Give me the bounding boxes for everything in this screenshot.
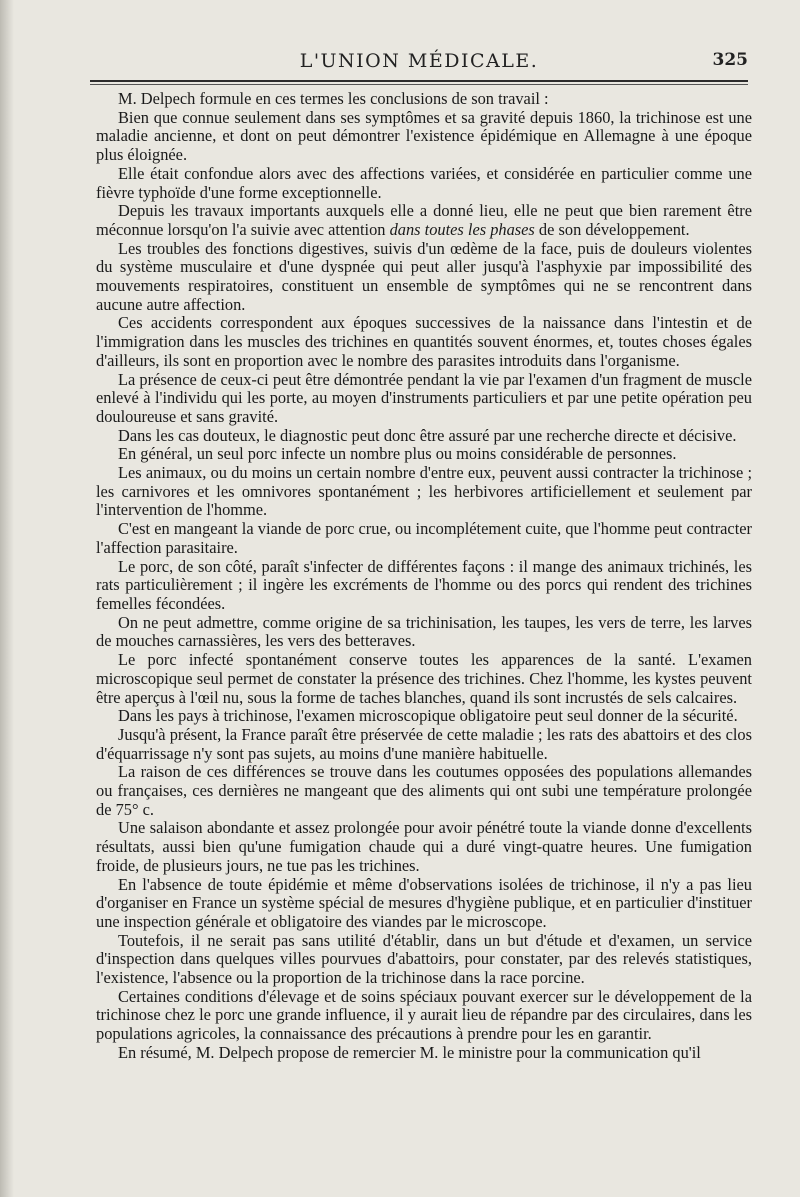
paragraph: M. Delpech formule en ces termes les conclusions de son travail : xyxy=(118,89,549,108)
paragraph: Dans les pays à trichinose, l'examen microscopique obligatoire peut seul donner de la sécurité. xyxy=(118,706,738,726)
paragraph: Les animaux, ou du moins un certain nombre d'entre eux, peuvent aussi contracter la trichinose ; les carnivores et les omnivores spontanément ; les herbivores artificiellement et seulement par l'intervention de l'homme. xyxy=(96,463,752,520)
paragraph: Le porc, de son côté, paraît s'infecter de différentes façons : il mange des animaux trichinés, les rats particulièrement ; il ingère les excréments de l'homme ou des porcs qui rendent des trichines femelles fécondées. xyxy=(96,556,752,613)
header-rule xyxy=(90,80,748,82)
paragraph: Les troubles des fonctions digestives, suivis d'un œdème de la face, puis de douleurs violentes du système musculaire et d'une dyspnée qui peut aller jusqu'à l'asphyxie par impossibilité des mouvements respiratoires, constituent un ensemble de symptômes qui ne se rencontrent dans aucune autre affection. xyxy=(96,238,752,314)
journal-title: L'UNION MÉDICALE. xyxy=(299,50,539,72)
paragraph: Ces accidents correspondent aux époques successives de la naissance dans l'intestin et de l'immigration dans les muscles des trichines en quantités souvent énormes, et, toutes choses égales d'ailleurs, ils sont en proportion avec le nombre des parasites introduits dans l'organisme. xyxy=(96,313,752,370)
running-head xyxy=(90,44,748,78)
paragraph: Bien que connue seulement dans ses symptômes et sa gravité depuis 1860, la trichinose est une maladie ancienne, et dont on peut démontrer l'existence épidémique en Allemagne à une époque plus éloignée. xyxy=(96,107,752,165)
paragraph-text: Depuis les travaux importants auxquels elle a donné lieu, elle ne peut que bien rarement être méconnue lorsqu'on l'a suivie avec attention xyxy=(96,201,752,239)
paragraph: La présence de ceux-ci peut être démontrée pendant la vie par l'examen d'un fragment de muscle enlevé à l'individu qui les porte, au moyen d'instruments particuliers et par une petite opération peu douloureuse et sans gravité. xyxy=(96,369,752,426)
paragraph: Le porc infecté spontanément conserve toutes les apparences de la santé. L'examen microscopique seul permet de constater la présence des trichines. Chez l'homme, les kystes peuvent être aperçus à l'œil nu, sous la forme de taches blanches, quand ils sont incrustés de sels calcaires. xyxy=(96,650,752,707)
paragraph: En résumé, M. Delpech propose de remercier M. le ministre pour la communication qu'il xyxy=(118,1042,701,1062)
paragraph: Une salaison abondante et assez prolongée pour avoir pénétré toute la viande donne d'excellents résultats, aussi bien qu'une fumigation chaude qui a duré vingt-quatre heures. Une fumigation froide, de plusieurs jours, ne tue pas les trichines. xyxy=(96,818,752,875)
paragraph-italic-text: dans toutes les phases xyxy=(389,219,535,239)
paragraph: Elle était confondue alors avec des affections variées, et considérée en particulier comme une fièvre typhoïde d'une forme exceptionnelle. xyxy=(96,163,752,202)
paragraph: En l'absence de toute épidémie et même d'observations isolées de trichinose, il n'y a pas lieu d'organiser en France un système spécial de mesures d'hygiène publique, et en particulier d'instituer une inspection générale et obligatoire des viandes par le microscope. xyxy=(96,874,752,931)
paragraph: Certaines conditions d'élevage et de soins spéciaux pouvant exercer sur le développement de la trichinose chez le porc une grande influence, il y aurait lieu de répandre par des circulaires, dans les populations agricoles, la connaissance des précautions à prendre pour les en garantir. xyxy=(96,986,752,1044)
paragraph: Jusqu'à présent, la France paraît être préservée de cette maladie ; les rats des abattoirs et des clos d'équarrissage n'y sont pas sujets, au moins d'une manière habituelle. xyxy=(96,724,752,763)
page-number: 325 xyxy=(712,50,748,70)
header-rule-thin xyxy=(90,84,748,85)
paragraph: Toutefois, il ne serait pas sans utilité d'établir, dans un but d'étude et d'examen, un service d'inspection dans quelques villes pourvues d'abattoirs, pour constater, par des relevés statistiques, l'existence, l'absence ou la proportion de la trichinose dans la race porcine. xyxy=(96,930,752,988)
paragraph: En général, un seul porc infecte un nombre plus ou moins considérable de personnes. xyxy=(118,444,677,464)
paragraph: On ne peut admettre, comme origine de sa trichinisation, les taupes, les vers de terre, les larves de mouches carnassières, les vers des betteraves. xyxy=(96,612,752,651)
paragraph-text: de son développement. xyxy=(534,219,690,239)
paragraph: C'est en mangeant la viande de porc crue, ou incomplétement cuite, que l'homme peut contracter l'affection parasitaire. xyxy=(96,519,752,557)
article-body xyxy=(96,90,752,1063)
paragraph: Dans les cas douteux, le diagnostic peut donc être assuré par une recherche directe et décisive. xyxy=(118,425,737,445)
paragraph xyxy=(96,202,752,239)
page-gutter-shadow xyxy=(0,0,14,1197)
paragraph: La raison de ces différences se trouve dans les coutumes opposées des populations allemandes ou françaises, ces dernières ne mangeant que des aliments qui ont subi une température prolongée de 75° c. xyxy=(96,762,752,819)
